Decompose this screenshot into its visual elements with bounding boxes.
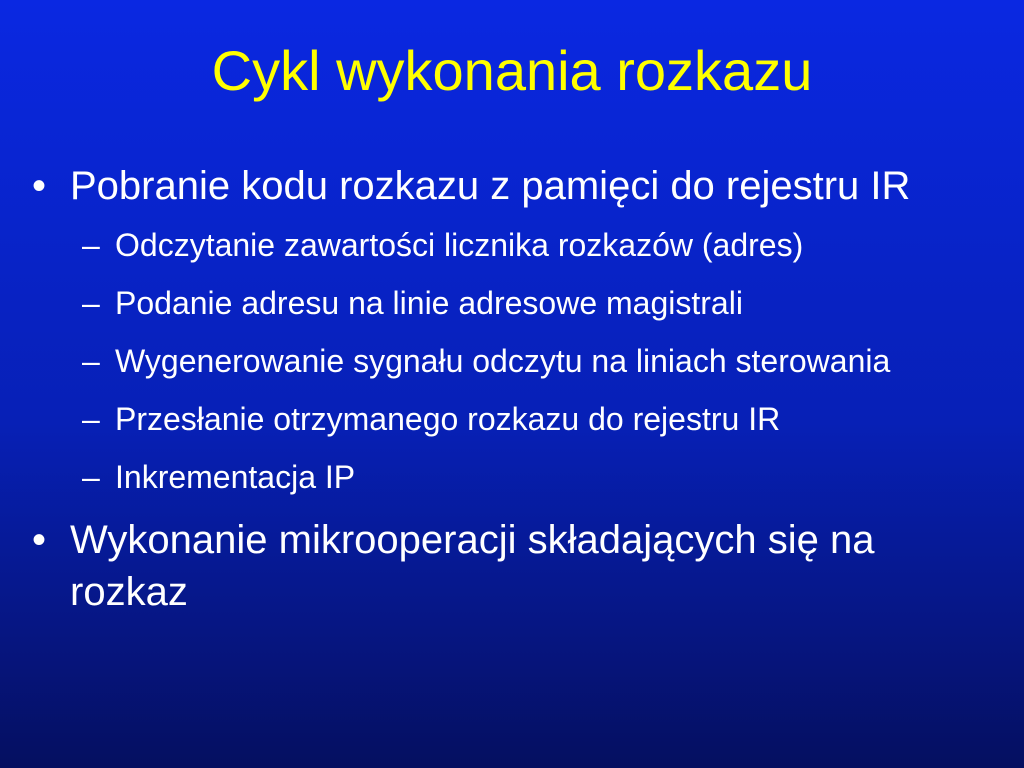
sub-item-text: Przesłanie otrzymanego rozkazu do rejestru IR [115, 401, 781, 437]
sub-item-text: Inkrementacja IP [115, 459, 356, 495]
dash-icon: – [82, 227, 100, 263]
bullet-list [0, 160, 1024, 618]
sub-item [70, 456, 984, 498]
dash-icon: – [82, 285, 100, 321]
bullet-text: Pobranie kodu rozkazu z pamięci do rejestru IR [70, 164, 911, 208]
sub-item [70, 224, 984, 266]
bullet-text: Wykonanie mikrooperacji składających się na rozkaz [70, 518, 875, 614]
sub-list [70, 224, 984, 498]
bullet-dot-icon: • [32, 518, 47, 562]
dash-icon: – [82, 401, 100, 437]
sub-item [70, 282, 984, 324]
sub-item-text: Wygenerowanie sygnału odczytu na liniach sterowania [115, 343, 891, 379]
bullet-item-fetch [0, 160, 1024, 498]
bullet-item-execute [0, 514, 1024, 618]
sub-item [70, 340, 984, 382]
slide-title: Cykl wykonania rozkazu [211, 39, 813, 102]
dash-icon: – [82, 343, 100, 379]
sub-item-text: Podanie adresu na linie adresowe magistrali [115, 285, 743, 321]
sub-item-text: Odczytanie zawartości licznika rozkazów (adres) [115, 227, 804, 263]
sub-item [70, 398, 984, 440]
bullet-dot-icon: • [32, 164, 47, 208]
dash-icon: – [82, 459, 100, 495]
